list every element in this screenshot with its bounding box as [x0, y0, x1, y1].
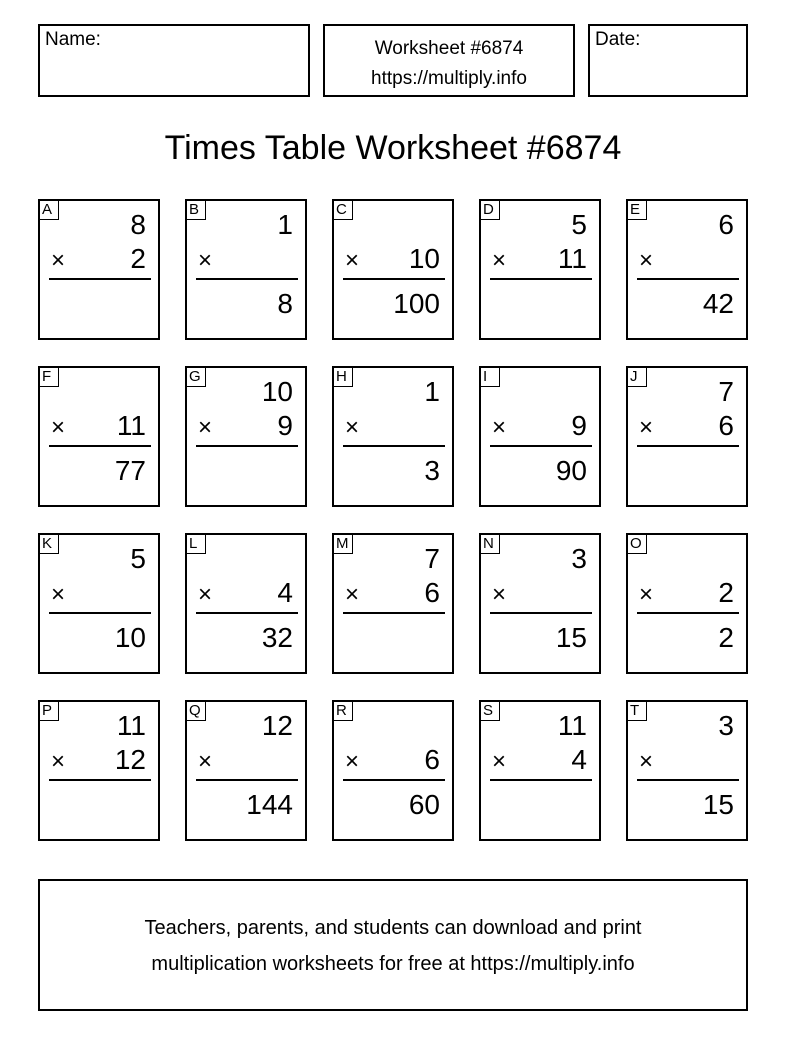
multiplicand: 8: [130, 209, 146, 240]
times-sign: ×: [51, 247, 66, 274]
problem-letter: E: [627, 200, 647, 220]
product: 2: [718, 622, 734, 653]
times-sign: ×: [492, 247, 507, 274]
problem-card[interactable]: [38, 366, 160, 507]
answer-line: [343, 278, 445, 280]
problem-card[interactable]: [332, 199, 454, 340]
footer-box: [38, 879, 748, 1011]
times-sign: ×: [51, 581, 66, 608]
times-sign: ×: [345, 748, 360, 775]
multiplicand: 7: [424, 543, 440, 574]
page-title: Times Table Worksheet #6874: [164, 129, 622, 167]
answer-line: [196, 779, 298, 781]
problem-letter: I: [480, 367, 500, 387]
answer-line: [49, 779, 151, 781]
multiplier: 9: [571, 410, 587, 441]
multiplicand: 3: [571, 543, 587, 574]
problem-letter: C: [333, 200, 353, 220]
answer-line: [196, 612, 298, 614]
problem-card[interactable]: [38, 533, 160, 674]
problem-card[interactable]: [185, 199, 307, 340]
answer-line: [49, 278, 151, 280]
multiplicand: 1: [424, 376, 440, 407]
answer-line: [49, 445, 151, 447]
multiplier: 10: [408, 243, 440, 274]
answer-line: [49, 612, 151, 614]
problem-letter: N: [480, 534, 500, 554]
problem-letter: H: [333, 367, 353, 387]
worksheet-info-box: [323, 24, 575, 97]
product: 10: [114, 622, 146, 653]
problem-letter: D: [480, 200, 500, 220]
name-label: Name:: [45, 29, 101, 50]
multiplier: 6: [718, 410, 734, 441]
multiplicand: 11: [116, 710, 146, 741]
product: 90: [555, 455, 587, 486]
answer-line: [637, 612, 739, 614]
times-sign: ×: [51, 414, 66, 441]
worksheet-number: Worksheet #6874: [374, 38, 524, 59]
product: 15: [702, 789, 734, 820]
multiplier: 11: [116, 410, 146, 441]
times-sign: ×: [345, 414, 360, 441]
multiplicand: 7: [718, 376, 734, 407]
times-sign: ×: [492, 414, 507, 441]
answer-line: [490, 278, 592, 280]
times-sign: ×: [51, 748, 66, 775]
times-sign: ×: [639, 581, 654, 608]
times-sign: ×: [639, 414, 654, 441]
footer-line-1: Teachers, parents, and students can download and print: [144, 917, 642, 939]
footer-line-2: multiplication worksheets for free at https://multiply.info: [151, 953, 635, 975]
problem-letter: J: [627, 367, 647, 387]
product: 32: [261, 622, 293, 653]
multiplier: 6: [424, 577, 440, 608]
problem-card[interactable]: [332, 366, 454, 507]
times-sign: ×: [639, 247, 654, 274]
problem-letter: M: [333, 534, 353, 554]
problem-card[interactable]: [332, 700, 454, 841]
problem-letter: Q: [186, 701, 206, 721]
multiplier: 6: [424, 744, 440, 775]
product: 77: [114, 455, 146, 486]
multiplier: 2: [718, 577, 734, 608]
problem-card[interactable]: [626, 366, 748, 507]
multiplicand: 10: [261, 376, 293, 407]
multiplier: 2: [130, 243, 146, 274]
problem-letter: B: [186, 200, 206, 220]
product: 100: [393, 288, 440, 319]
answer-line: [196, 445, 298, 447]
problem-letter: P: [39, 701, 59, 721]
answer-line: [343, 779, 445, 781]
problem-card[interactable]: [626, 533, 748, 674]
problem-letter: F: [39, 367, 59, 387]
multiplicand: 5: [130, 543, 146, 574]
product: 8: [277, 288, 293, 319]
multiplicand: 11: [557, 710, 587, 741]
problem-letter: O: [627, 534, 647, 554]
problem-card[interactable]: [479, 366, 601, 507]
problem-card[interactable]: [332, 533, 454, 674]
date-field-box[interactable]: [588, 24, 748, 97]
problem-card[interactable]: [626, 199, 748, 340]
product: 60: [408, 789, 440, 820]
multiplier: 11: [557, 243, 587, 274]
answer-line: [490, 779, 592, 781]
problem-card[interactable]: [185, 533, 307, 674]
name-field-box[interactable]: [38, 24, 310, 97]
multiplier: 9: [277, 410, 293, 441]
times-sign: ×: [345, 247, 360, 274]
problem-card[interactable]: [626, 700, 748, 841]
problem-card[interactable]: [185, 366, 307, 507]
times-sign: ×: [492, 748, 507, 775]
multiplicand: 5: [571, 209, 587, 240]
problem-letter: K: [39, 534, 59, 554]
problem-card[interactable]: [38, 700, 160, 841]
date-label: Date:: [595, 29, 641, 50]
product: 15: [555, 622, 587, 653]
answer-line: [637, 779, 739, 781]
times-sign: ×: [198, 247, 213, 274]
multiplier: 12: [114, 744, 146, 775]
problem-letter: R: [333, 701, 353, 721]
problem-letter: G: [186, 367, 206, 387]
problem-letter: T: [627, 701, 647, 721]
multiplier: 4: [571, 744, 587, 775]
product: 144: [246, 789, 293, 820]
problem-card[interactable]: [479, 533, 601, 674]
answer-line: [343, 445, 445, 447]
product: 3: [424, 455, 440, 486]
answer-line: [196, 278, 298, 280]
times-sign: ×: [198, 414, 213, 441]
multiplicand: 12: [261, 710, 293, 741]
answer-line: [490, 445, 592, 447]
answer-line: [637, 445, 739, 447]
problem-letter: A: [39, 200, 59, 220]
multiplicand: 3: [718, 710, 734, 741]
problem-card[interactable]: [38, 199, 160, 340]
problem-letter: L: [186, 534, 206, 554]
times-sign: ×: [198, 748, 213, 775]
times-sign: ×: [198, 581, 213, 608]
product: 42: [702, 288, 734, 319]
problem-card[interactable]: [479, 700, 601, 841]
times-sign: ×: [639, 748, 654, 775]
multiplicand: 1: [277, 209, 293, 240]
answer-line: [637, 278, 739, 280]
problem-card[interactable]: [479, 199, 601, 340]
problem-letter: S: [480, 701, 500, 721]
times-sign: ×: [492, 581, 507, 608]
multiplier: 4: [277, 577, 293, 608]
problem-card[interactable]: [185, 700, 307, 841]
multiplicand: 6: [718, 209, 734, 240]
answer-line: [343, 612, 445, 614]
worksheet-url: https://multiply.info: [371, 68, 527, 89]
answer-line: [490, 612, 592, 614]
times-sign: ×: [345, 581, 360, 608]
